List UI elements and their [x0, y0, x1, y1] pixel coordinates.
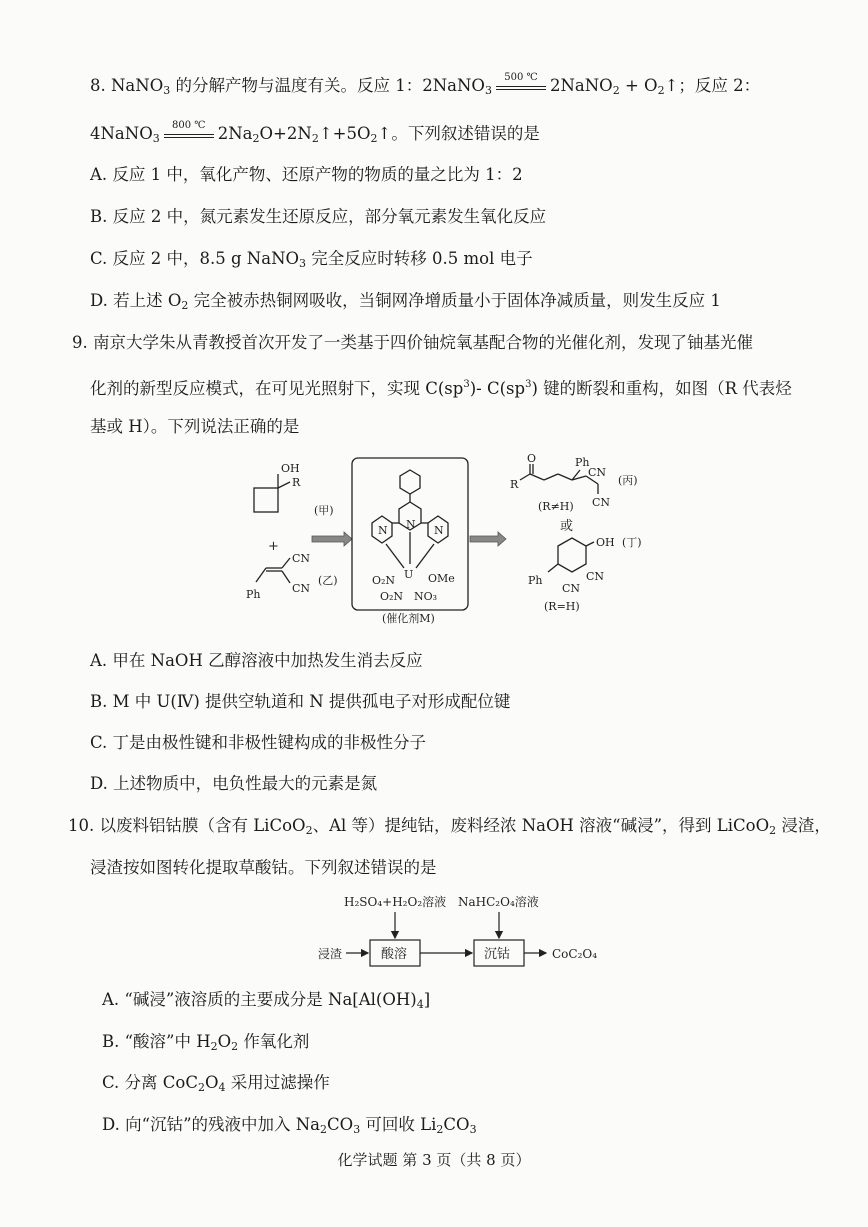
condition-label: 500 ℃	[504, 71, 538, 83]
subscript: 3	[484, 84, 492, 97]
label: CN	[292, 552, 311, 565]
text: 可回收 Li	[360, 1115, 437, 1134]
text: 2Na	[217, 124, 253, 143]
text: CO	[443, 1115, 470, 1134]
text: A. “碱浸”液溶质的主要成分是 Na[Al(OH)	[102, 990, 417, 1009]
cyclobutane-ring	[254, 488, 278, 512]
label: R	[510, 478, 519, 491]
superscript: 3	[525, 379, 532, 390]
text: ↑；反应 2：	[664, 76, 761, 95]
label: N	[434, 524, 444, 537]
flow-start: 浸渣	[318, 947, 343, 961]
subscript: 2	[210, 1040, 218, 1053]
label-catalyst: (催化剂M)	[382, 612, 435, 625]
subscript: 2	[657, 84, 665, 97]
label: (R=H)	[544, 600, 580, 613]
text: O+2N	[259, 124, 312, 143]
q8-option-d	[90, 289, 721, 318]
subscript: 4	[218, 1081, 226, 1094]
text: C. 反应 2 中，8.5 g NaNO	[90, 249, 300, 268]
text: CO	[327, 1115, 354, 1134]
text: 的分解产物与温度有关。反应 1：2NaNO	[170, 76, 485, 95]
subscript: 2	[181, 299, 189, 312]
q9-stem-line3: 基或 H）。下列说法正确的是	[90, 417, 300, 436]
text: ]	[423, 990, 431, 1009]
q9-option-b: B. M 中 U(Ⅳ) 提供空轨道和 N 提供孤电子对形成配位键	[90, 692, 511, 711]
text: 完全反应时转移 0.5 mol 电子	[306, 249, 533, 268]
text: B. “酸溶”中 H	[102, 1032, 211, 1051]
label: Ph	[575, 456, 590, 469]
text: 、Al 等）提纯钴，废料经浓 NaOH 溶液“碱浸”，得到 LiCoO	[312, 816, 770, 835]
label: N	[406, 518, 416, 531]
label: OH	[281, 462, 300, 475]
subscript: 4	[416, 998, 424, 1011]
reaction-condition-arrow	[164, 119, 214, 145]
label: CN	[588, 466, 607, 479]
text: 作氧化剂	[238, 1032, 310, 1051]
subscript: 3	[299, 257, 307, 270]
label-jia: (甲)	[314, 504, 334, 517]
q9-reaction-scheme	[0, 450, 868, 630]
label-ding: (丁)	[622, 536, 642, 549]
condition-label: 800 ℃	[172, 119, 206, 131]
text: O	[204, 1073, 219, 1092]
subscript: 2	[436, 1123, 444, 1136]
label: U	[404, 568, 414, 581]
label: OMe	[428, 572, 455, 585]
label: O	[527, 452, 537, 465]
text: 10. 以废料铝钴膜（含有 LiCoO	[68, 816, 306, 835]
subscript: 2	[305, 824, 313, 837]
q8-stem-line1	[90, 71, 761, 103]
label: (R≠H)	[538, 500, 574, 513]
q10-stem-line1	[68, 814, 831, 843]
subscript: 2	[370, 132, 378, 145]
subscript: 3	[469, 1123, 477, 1136]
text: 4NaNO	[90, 124, 153, 143]
q9-option-c: C. 丁是由极性键和非极性键构成的非极性分子	[90, 733, 427, 752]
subscript: 3	[152, 132, 160, 145]
subscript: 3	[353, 1123, 361, 1136]
text: 2NaNO	[549, 76, 613, 95]
reaction-arrow-1	[312, 532, 352, 546]
label: CN	[586, 570, 605, 583]
flow-box-label: 沉钴	[484, 947, 511, 962]
text: 浸渣，	[776, 816, 831, 835]
subscript: 2	[231, 1040, 239, 1053]
text: D. 若上述 O	[90, 291, 182, 310]
text: C. 分离 CoC	[102, 1073, 198, 1092]
subscript: 2	[252, 132, 260, 145]
q10-option-a	[102, 988, 430, 1017]
text: O	[217, 1032, 232, 1051]
text: ↑+5O	[318, 124, 371, 143]
text: ) 键的断裂和重构，如图（R 代表烃	[531, 379, 792, 398]
superscript: 3	[463, 379, 470, 390]
label: CN	[592, 496, 611, 509]
flow-box-label: 酸溶	[381, 947, 408, 962]
text: 化剂的新型反应模式，在可见光照射下，实现 C(sp	[90, 379, 464, 398]
reaction-arrow-2	[470, 532, 506, 546]
subscript: 2	[769, 824, 777, 837]
label: N	[378, 524, 388, 537]
label: NO₃	[414, 590, 438, 603]
label: CN	[292, 582, 311, 595]
subscript: 2	[197, 1081, 205, 1094]
subscript: 2	[612, 84, 620, 97]
q10-option-c	[102, 1071, 330, 1100]
page-footer: 化学试题 第 3 页（共 8 页）	[337, 1151, 531, 1169]
text: ↑。下列叙述错误的是	[377, 124, 540, 143]
reaction-condition-arrow	[496, 71, 546, 97]
label-bing: (丙)	[618, 474, 638, 487]
reagent-1: H₂SO₄+H₂O₂溶液	[344, 895, 447, 909]
label: R	[292, 476, 301, 489]
q8-option-c	[90, 247, 533, 276]
q8-option-a: A. 反应 1 中，氧化产物、还原产物的物质的量之比为 1：2	[90, 165, 523, 184]
q9-stem-line1: 9. 南京大学朱从青教授首次开发了一类基于四价铀烷氧基配合物的光催化剂，发现了铀基光催	[72, 333, 753, 352]
text: D. 向“沉钴”的残液中加入 Na	[102, 1115, 321, 1134]
text: 采用过滤操作	[225, 1073, 330, 1092]
label: O₂N	[372, 574, 396, 587]
label: OH	[596, 536, 615, 549]
label: CN	[562, 582, 581, 595]
label-yi: (乙)	[318, 574, 338, 587]
q9-stem-line2	[90, 373, 792, 401]
flow-product: CoC₂O₄	[552, 947, 598, 961]
q9-option-d: D. 上述物质中，电负性最大的元素是氮	[90, 774, 378, 793]
q10-flow-diagram	[0, 890, 868, 970]
reagent-2: NaHC₂O₄溶液	[458, 895, 539, 909]
text: 完全被赤热铜网吸收，当铜网净增质量小于固体净减质量，则发生反应 1	[188, 291, 721, 310]
subscript: 3	[163, 84, 171, 97]
label: O₂N	[380, 590, 404, 603]
text: )- C(sp	[469, 379, 526, 398]
cyclohexane-ring	[558, 538, 586, 572]
plus-sign: +	[268, 539, 279, 554]
subscript: 2	[311, 132, 319, 145]
q10-stem-line2: 浸渣按如图转化提取草酸钴。下列叙述错误的是	[90, 858, 437, 877]
text: + O	[619, 76, 658, 95]
q10-option-d	[102, 1113, 477, 1142]
q10-option-b	[102, 1030, 309, 1059]
label: Ph	[246, 588, 261, 601]
label-or: 或	[560, 519, 574, 534]
text: 8. NaNO	[90, 76, 164, 95]
label: Ph	[528, 574, 543, 587]
q9-option-a: A. 甲在 NaOH 乙醇溶液中加热发生消去反应	[90, 651, 423, 670]
q8-option-b: B. 反应 2 中，氮元素发生还原反应，部分氧元素发生氧化反应	[90, 207, 547, 226]
q8-stem-line2	[90, 119, 540, 151]
subscript: 2	[320, 1123, 328, 1136]
